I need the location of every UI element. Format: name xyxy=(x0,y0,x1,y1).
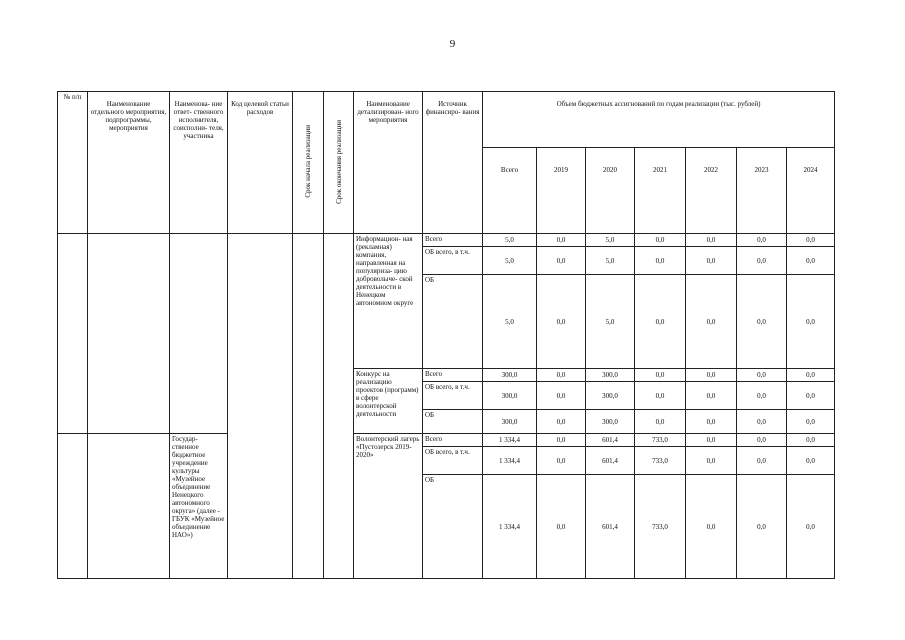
value-cell: 733,0 xyxy=(635,447,686,475)
value-cell: 0,0 xyxy=(635,382,686,410)
year-header: 2023 xyxy=(737,148,787,234)
value-cell: 300,0 xyxy=(483,369,537,382)
value-cell: 0,0 xyxy=(635,410,686,434)
value-cell: 0,0 xyxy=(686,369,737,382)
value-cell: 0,0 xyxy=(537,382,586,410)
value-cell: 5,0 xyxy=(483,247,537,275)
value-cell: 0,0 xyxy=(686,275,737,369)
table-row xyxy=(58,234,835,247)
value-cell: 0,0 xyxy=(737,475,787,579)
value-cell: 0,0 xyxy=(787,447,835,475)
value-cell: 0,0 xyxy=(737,447,787,475)
value-cell: 5,0 xyxy=(586,247,635,275)
header-budget: Объем бюджетных ассигнований по годам реализации (тыс. рублей) xyxy=(483,92,835,148)
value-cell: 0,0 xyxy=(787,434,835,447)
value-cell: 5,0 xyxy=(483,275,537,369)
value-cell: 0,0 xyxy=(686,234,737,247)
header-start-label: Срок начала реализации xyxy=(304,125,312,198)
value-cell: 0,0 xyxy=(635,247,686,275)
header-code: Код целевой статьи расходов xyxy=(228,92,293,234)
value-cell: 0,0 xyxy=(686,247,737,275)
value-cell: 300,0 xyxy=(586,382,635,410)
header-name: Наименование отдельного мероприятия, подпрограммы, мероприятия xyxy=(88,92,170,234)
value-cell: 0,0 xyxy=(686,447,737,475)
value-cell: 0,0 xyxy=(537,275,586,369)
cell-end xyxy=(324,234,354,579)
value-cell: 0,0 xyxy=(787,234,835,247)
year-header: 2019 xyxy=(537,148,586,234)
value-cell: 601,4 xyxy=(586,434,635,447)
value-cell: 0,0 xyxy=(537,247,586,275)
value-cell: 0,0 xyxy=(537,475,586,579)
value-cell: 300,0 xyxy=(483,410,537,434)
value-cell: 733,0 xyxy=(635,475,686,579)
value-cell: 601,4 xyxy=(586,475,635,579)
source-cell: Всего xyxy=(423,434,483,447)
year-header: 2021 xyxy=(635,148,686,234)
source-cell: ОБ xyxy=(423,475,483,579)
detail-event-name: Волонтерский лагерь «Пустозерск 2019-2020» xyxy=(354,434,423,579)
source-cell: ОБ всего, в т.ч. xyxy=(423,447,483,475)
header-end xyxy=(324,92,354,234)
value-cell: 300,0 xyxy=(586,410,635,434)
value-cell: 0,0 xyxy=(787,275,835,369)
cell-name xyxy=(88,234,170,434)
source-cell: ОБ всего, в т.ч. xyxy=(423,247,483,275)
value-cell: 0,0 xyxy=(537,234,586,247)
value-cell: 0,0 xyxy=(787,475,835,579)
value-cell: 5,0 xyxy=(586,234,635,247)
responsible-org: Государ- ственное бюджетное учреждение культуры «Музейное объединение Ненецкого автономного округа» (далее - ГБУК «Музейное объединение НАО») xyxy=(170,434,228,579)
cell-no xyxy=(58,234,88,434)
source-cell: Всего xyxy=(423,234,483,247)
cell-start xyxy=(293,234,324,579)
header-detail: Наименование детализирован- ного мероприятия xyxy=(354,92,423,234)
header-responsible: Наименова- ние ответ- ственного исполнителя, соисполни- теля, участника xyxy=(170,92,228,234)
year-header: 2020 xyxy=(586,148,635,234)
header-no: № п/п xyxy=(58,92,88,234)
value-cell: 0,0 xyxy=(635,234,686,247)
year-header: 2022 xyxy=(686,148,737,234)
value-cell: 0,0 xyxy=(737,369,787,382)
header-start xyxy=(293,92,324,234)
cell-name xyxy=(88,434,170,579)
value-cell: 0,0 xyxy=(787,410,835,434)
value-cell: 0,0 xyxy=(537,369,586,382)
table-row xyxy=(58,434,835,447)
value-cell: 1 334,4 xyxy=(483,475,537,579)
value-cell: 300,0 xyxy=(483,382,537,410)
value-cell: 0,0 xyxy=(537,434,586,447)
value-cell: 0,0 xyxy=(537,447,586,475)
detail-event-name: Информацион- ная (рекламная) компания, направленная на популяриза- цию доброволыче- ской деятельности в Ненецком автономном округе xyxy=(354,234,423,369)
value-cell: 0,0 xyxy=(737,275,787,369)
cell-responsible xyxy=(170,234,228,434)
header-end-label: Срок окончания реализации xyxy=(334,119,343,204)
source-cell: ОБ xyxy=(423,275,483,369)
value-cell: 0,0 xyxy=(787,247,835,275)
value-cell: 0,0 xyxy=(787,382,835,410)
value-cell: 0,0 xyxy=(635,275,686,369)
value-cell: 0,0 xyxy=(737,410,787,434)
value-cell: 0,0 xyxy=(737,234,787,247)
value-cell: 1 334,4 xyxy=(483,434,537,447)
value-cell: 1 334,4 xyxy=(483,447,537,475)
value-cell: 0,0 xyxy=(787,369,835,382)
value-cell: 5,0 xyxy=(483,234,537,247)
value-cell: 0,0 xyxy=(737,247,787,275)
value-cell: 0,0 xyxy=(686,382,737,410)
value-cell: 0,0 xyxy=(635,369,686,382)
value-cell: 0,0 xyxy=(737,434,787,447)
source-cell: ОБ всего, в т.ч. xyxy=(423,382,483,410)
value-cell: 0,0 xyxy=(686,434,737,447)
value-cell: 0,0 xyxy=(686,475,737,579)
cell-no xyxy=(58,434,88,579)
value-cell: 0,0 xyxy=(686,410,737,434)
source-cell: Всего xyxy=(423,369,483,382)
value-cell: 300,0 xyxy=(586,369,635,382)
value-cell: 0,0 xyxy=(737,382,787,410)
detail-event-name: Конкурс на реализацию проектов (программ) в сфере волонтерской деятельности xyxy=(354,369,423,434)
value-cell: 601,4 xyxy=(586,447,635,475)
page-number: 9 xyxy=(449,38,456,50)
header-row-1 xyxy=(58,92,835,148)
value-cell: 0,0 xyxy=(537,410,586,434)
year-header: Всего xyxy=(483,148,537,234)
value-cell: 733,0 xyxy=(635,434,686,447)
value-cell: 5,0 xyxy=(586,275,635,369)
cell-code xyxy=(228,234,293,579)
year-header: 2024 xyxy=(787,148,835,234)
header-source: Источник финансиро- вания xyxy=(423,92,483,234)
source-cell: ОБ xyxy=(423,410,483,434)
budget-table xyxy=(57,91,835,579)
